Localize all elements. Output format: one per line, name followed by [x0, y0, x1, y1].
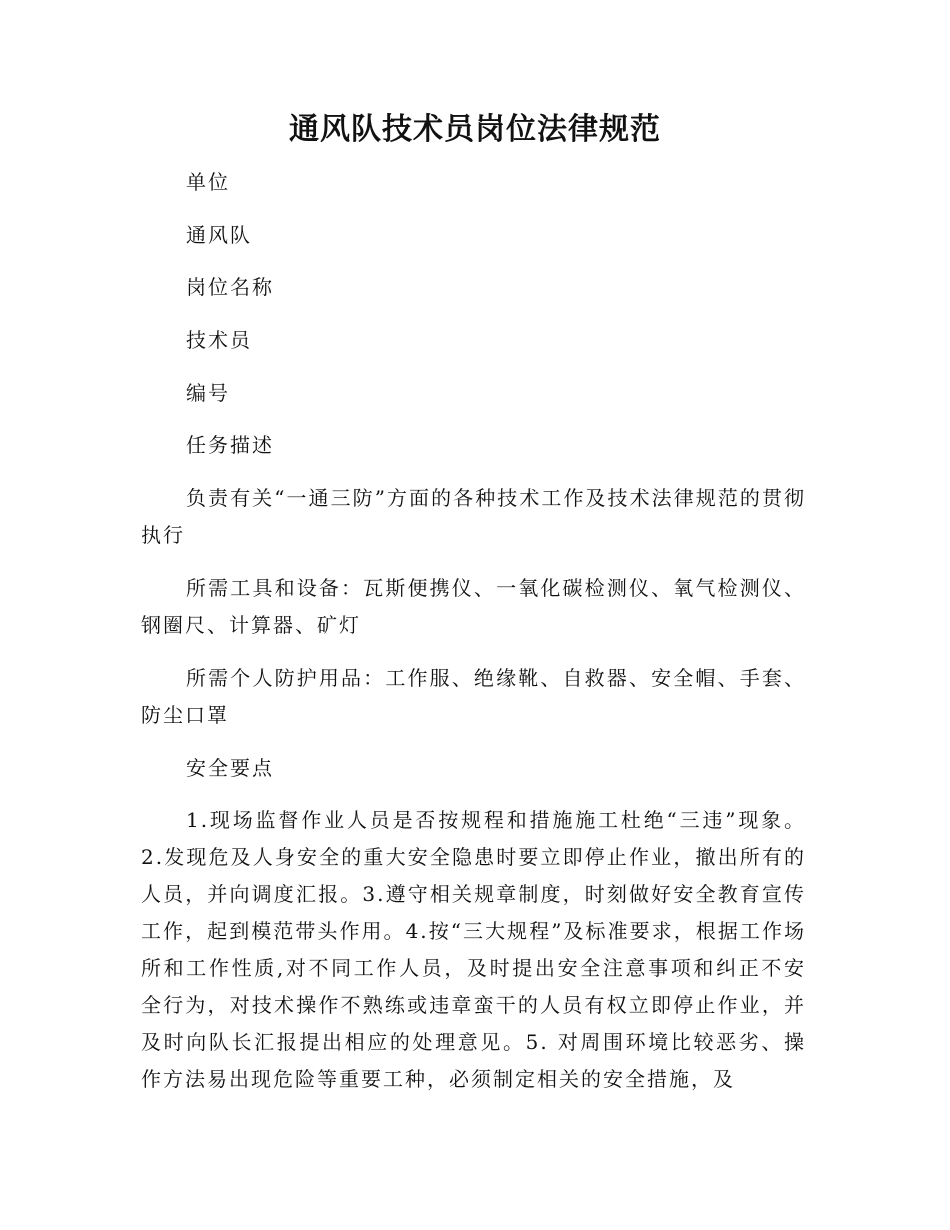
ppe-paragraph: 所需个人防护用品：工作服、绝缘靴、自救器、安全帽、手套、防尘口罩	[141, 666, 806, 727]
safety-heading: 安全要点	[186, 756, 274, 780]
tools-paragraph: 所需工具和设备：瓦斯便携仪、一氧化碳检测仪、氧气检测仪、钢圈尺、计算器、矿灯	[141, 576, 806, 637]
field-position-label: 岗位名称	[186, 275, 274, 299]
field-unit-value: 通风队	[186, 223, 252, 247]
task-description-paragraph: 负责有关“一通三防”方面的各种技术工作及技术法律规范的贯彻执行	[141, 486, 806, 547]
field-position-value: 技术员	[186, 328, 252, 352]
safety-points-paragraph: 1.现场监督作业人员是否按规程和措施施工杜绝“三违”现象。2.发现危及人身安全的重大安全隐患时要立即停止作业，撤出所有的人员，并向调度汇报。3.遵守相关规章制度，时刻做好安全教育宣传工作，起到模范带头作用。4.按“三大规程”及标准要求，根据工作场所和工作性质,对不同工作人员，及时提出安全注意事项和纠正不安全行为，对技术操作不熟练或违章蛮干的人员有权立即停止作业，并及时向队长汇报提出相应的处理意见。5. 对周围环境比较恶劣、操作方法易出现危险等重要工种，必须制定相关的安全措施，及	[141, 808, 806, 1091]
document-title: 通风队技术员岗位法律规范	[289, 112, 661, 147]
field-task-label: 任务描述	[186, 433, 274, 457]
field-unit-label: 单位	[186, 170, 230, 194]
field-number-label: 编号	[186, 381, 230, 405]
